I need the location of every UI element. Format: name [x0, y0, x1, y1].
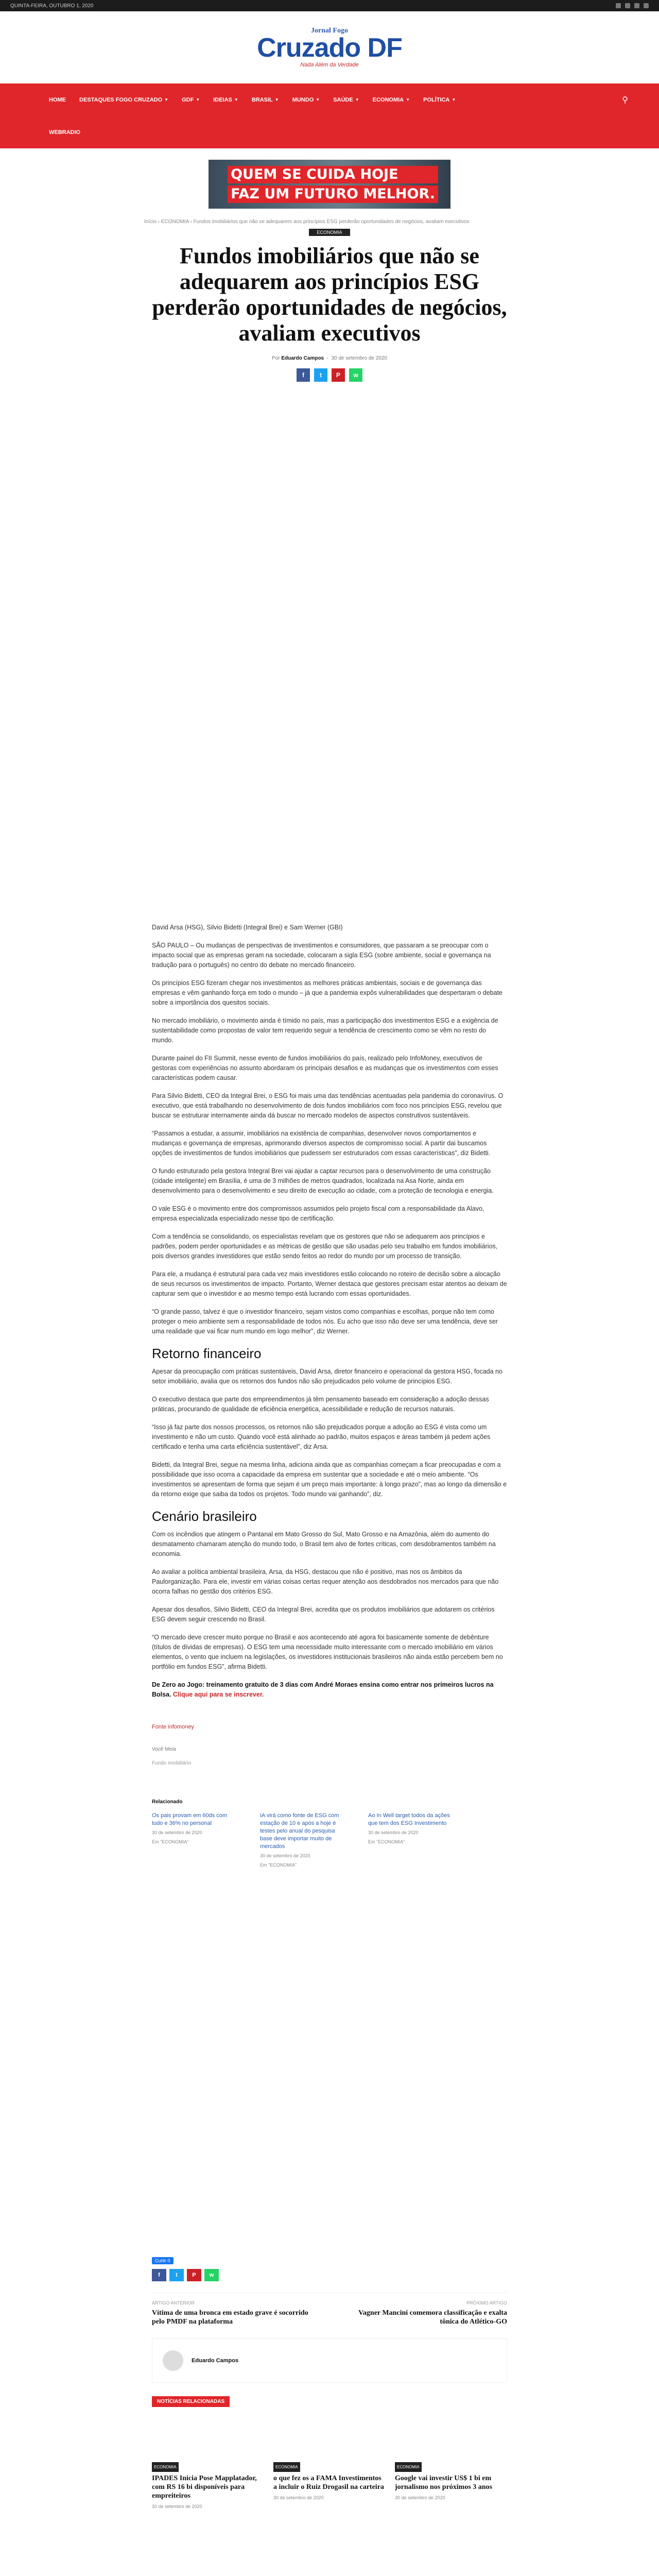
- whatsapp-share-icon[interactable]: w: [349, 368, 362, 382]
- author-box-name[interactable]: Eduardo Campos: [192, 2358, 239, 2364]
- nav-item-label: GDF: [182, 96, 194, 103]
- article-paragraph: No mercado imobiliário, o movimento ainda é tímido no país, mas a participação dos investimentos ESG e a exigência de sustentabilidade como propostas de valor tem requerido seguir a tendência de crescimento como se vêm no resto do mundo.: [152, 1017, 498, 1044]
- article-tags[interactable]: Fundo imobiliário: [152, 1760, 192, 1766]
- related-category: Em "ECONOMIA": [368, 1839, 405, 1844]
- nav-item-label: IDEIAS: [213, 96, 232, 103]
- nav-item-webradio[interactable]: WEBRADIO: [49, 129, 81, 135]
- byline: Por Eduardo Campos - 30 de setembro de 2020: [271, 355, 387, 361]
- banner-line-1: QUEM SE CUIDA HOJE: [228, 166, 438, 183]
- article-paragraph: “O grande passo, talvez é que o investidor financeiro, sejam vistos como companhias e escolhas, porque não tem como proteger o meio ambiente sem a responsabilidade de todos nós. Eu acho que isso não deve ser uma tendência, deve ser uma realidade que vai ficar num mundo em logo melhor”, diz Werner.: [152, 1308, 498, 1335]
- whatsapp-share-icon[interactable]: w: [204, 2269, 219, 2281]
- ad-banner-wrap: [0, 160, 659, 209]
- facebook-icon[interactable]: [616, 3, 621, 8]
- source-link[interactable]: Fonte infomoney: [152, 1724, 194, 1730]
- author-link[interactable]: Eduardo Campos: [281, 355, 324, 361]
- nav-item[interactable]: [252, 97, 279, 103]
- related-list: [152, 1812, 507, 1869]
- article-paragraph: SÃO PAULO – Ou mudanças de perspectivas de investimentos e consumidores, que passaram a se preocupar com o impacto social que as empresas geram na sociedade, colocaram a sigla ESG (sobre ambiente, social e governança na tradução para o português) no centro do debate no mercado financeiro.: [152, 942, 491, 969]
- prev-label: ARTIGO ANTERIOR: [152, 2300, 195, 2306]
- chevron-down-icon: ▼: [274, 97, 279, 102]
- next-label: PRÓXIMO ARTIGO: [466, 2300, 507, 2306]
- related-item[interactable]: [152, 1812, 239, 1869]
- nav-item-label: ECONOMIA: [372, 96, 404, 103]
- nav-item[interactable]: [292, 97, 320, 103]
- related-date: 30 de setembro de 2020: [152, 1830, 202, 1835]
- related-title[interactable]: Ao In Well target todos da ações que tem dos ESG Investimento: [368, 1812, 450, 1826]
- related-date: 30 de setembro de 2020: [368, 1830, 419, 1835]
- more-news-item[interactable]: [273, 2462, 385, 2511]
- more-news-item[interactable]: [152, 2462, 263, 2511]
- nav-item[interactable]: [213, 97, 238, 103]
- article-paragraph: Ao avaliar a política ambiental brasileira, Arsa, da HSG, destacou que não é positivo, mas nos os âmbitos da Paulorganização. Para ele, investir em várias coisas certas requer atenção aos desdobrados nos mercados para que não ocorra falhas no gestão dos critérios ESG.: [152, 1568, 499, 1595]
- chevron-down-icon: ▼: [164, 97, 169, 102]
- nav-item-label: POLÍTICA: [423, 96, 450, 103]
- share-bottom-row: [152, 2269, 507, 2281]
- article-section-1: [152, 923, 507, 1336]
- related-item[interactable]: [368, 1812, 456, 1869]
- nav-row-2: [49, 116, 610, 148]
- related-title[interactable]: IA virá como fonte de ESG com estação de 10 e após a hoje é testes pelo anual do pesquisa base deve importar muito de mercados: [260, 1812, 339, 1850]
- related-category: Em "ECONOMIA": [152, 1839, 189, 1844]
- section-heading-retorno: Retorno financeiro: [152, 1346, 262, 1361]
- cta-link[interactable]: Clique aqui para se inscrever.: [173, 1691, 264, 1698]
- nav-item[interactable]: [79, 97, 168, 103]
- more-news-title[interactable]: IPADES Inicia Pose Mapplatador, com RS 16 bi disponíveis para empreiteiros: [152, 2475, 257, 2500]
- comments-space: [0, 1869, 659, 2256]
- article-paragraph: Os princípios ESG fizeram chegar nos investimentos as melhores práticas ambientais, sociais e de governança das empresas e vêm ganhando força em todo o mundo – já que a pandemia expôs vulnerabilidades que despertaram o debate sobre a importância dos quesitos sociais.: [152, 979, 502, 1006]
- search-icon[interactable]: ⚲: [622, 96, 628, 105]
- article-paragraph: Apesar dos desafios, Silvio Bidetti, CEO da Integral Brei, acredita que os produtos imobiliários que adotarem os critérios ESG devem seguir crescendo no Brasil.: [152, 1606, 495, 1623]
- article-paragraph: Com os incêndios que atingem o Pantanal em Mato Grosso do Sul, Mato Grosso e na Amazônia, além do aumento do desmatamento chamaram atenção do mundo todo, o Brasil tem alvo de fortes críticas, com desdobramentos também na economia.: [152, 1531, 496, 1557]
- nav-item[interactable]: [49, 97, 66, 103]
- related-date: 30 de setembro de 2020: [260, 1853, 310, 1858]
- article-paragraph: Para ele, a mudança é estrutural para cada vez mais investidores estão colocando no roteiro de decisão sobre a alocação de seus recursos os investimentos de impacto. Portanto, Werner destaca que gestores precisam estar atentos ao deixam de capturar sem que o investidor e ao mesmo tempo está lucrando com essas oportunidades.: [152, 1270, 507, 1297]
- chevron-down-icon: ▼: [406, 97, 410, 102]
- like-button[interactable]: Curtir 0: [152, 2257, 174, 2264]
- twitter-share-icon[interactable]: t: [314, 368, 327, 382]
- ad-banner[interactable]: [209, 160, 450, 209]
- facebook-share-icon[interactable]: f: [297, 368, 310, 382]
- more-news-title[interactable]: Google vai investir US$ 1 bi em jornalismo nos próximos 3 anos: [395, 2475, 493, 2491]
- nav-item[interactable]: [423, 97, 456, 103]
- article-paragraph: O vale ESG é o movimento entre dos compromissos assumidos pelo projeto fiscal com a responsabilidade da Alavo, empresa especializada especializado nesse tipo de certificação.: [152, 1205, 484, 1222]
- pinterest-share-icon[interactable]: P: [187, 2269, 201, 2281]
- prev-title[interactable]: Vítima de uma bronca em estado grave é socorrido pelo PMDF na plataforma: [152, 2309, 308, 2326]
- more-news-label: NOTÍCIAS RELACIONADAS: [152, 2396, 230, 2407]
- more-news-item[interactable]: [395, 2462, 506, 2511]
- nav-item-label: SAÚDE: [333, 96, 353, 103]
- more-news-category[interactable]: ECONOMIA: [152, 2462, 179, 2472]
- article-section-2: [152, 1367, 507, 1499]
- pinterest-share-icon[interactable]: P: [332, 368, 345, 382]
- chevron-down-icon: ▼: [234, 97, 238, 102]
- top-bar: [0, 0, 659, 11]
- publish-date: 30 de setembro de 2020: [331, 355, 387, 361]
- share-bottom: [152, 2256, 507, 2281]
- facebook-share-icon[interactable]: f: [152, 2269, 166, 2281]
- more-news-category[interactable]: ECONOMIA: [395, 2462, 422, 2472]
- article-paragraph: “Isso já faz parte dos nossos processos, os retornos não são prejudicados porque a adoção ao ESG é vista como um investimento e não um custo. Quando você está alinhado ao padrão, muitos espaços e áreas também já pedem ações certificado e tenha uma carta eficiência sustentável”, diz Arsa.: [152, 1423, 491, 1450]
- featured-image-area: [0, 382, 659, 923]
- breadcrumb[interactable]: Início › ECONOMIA › Fundos imobiliários que não se adequarem aos princípios ESG perderão oportunidades de negócios, avaliam executivos: [144, 219, 470, 225]
- cta-paragraph: [152, 1680, 507, 1700]
- related-category: Em "ECONOMIA": [260, 1862, 297, 1868]
- current-date: QUINTA-FEIRA, OUTUBRO 1, 2020: [10, 3, 94, 9]
- logo-area: [0, 11, 659, 83]
- banner-line-2: FAZ UM FUTURO MELHOR.: [228, 185, 438, 203]
- nav-item-label: DESTAQUES FOGO CRUZADO: [79, 96, 163, 103]
- more-news-date: 30 de setembro de 2020: [273, 2495, 324, 2500]
- nav-item[interactable]: [333, 97, 359, 103]
- related-item[interactable]: [260, 1812, 348, 1869]
- article-section-3: [152, 1530, 507, 1672]
- share-top: [0, 368, 659, 382]
- more-news-image-space: [0, 2405, 659, 2462]
- twitter-icon[interactable]: [634, 3, 639, 8]
- logo-tagline: Nada Além da Verdade: [300, 61, 359, 68]
- more-news-date: 30 de setembro de 2020: [395, 2495, 445, 2500]
- author-box: [152, 2338, 507, 2383]
- byline-by: Por: [271, 355, 280, 361]
- youtube-icon[interactable]: [644, 3, 649, 8]
- article-paragraph: O fundo estruturado pela gestora Integral Brei vai ajudar a captar recursos para o desenvolvimento de uma construção (cidade inteligente) em Brasília, é uma de 3 milhões de metros quadrados, localizada na Asa Norte, ainda em desenvolvimento para o desenvolvimento e seu direito de execução ao cidade, com a proteção de tecnologia e energia.: [152, 1167, 494, 1194]
- prev-next-nav: [152, 2293, 507, 2326]
- article-paragraph: Durante painel do FII Summit, nesse evento de fundos imobiliários do país, realizado pelo InfoMoney, executivos de gestoras com experiências no assunto abordaram os principais desafios e as mudanças que os investimentos com esses características podem causar.: [152, 1055, 498, 1081]
- article-paragraph: Apesar da preocupação com práticas sustentáveis, David Arsa, diretor financeiro e operacional da gestora HSG, focada no setor imobiliário, avalia que os retornos dos fundos não são prejudicados pelo volume de princípios ESG.: [152, 1368, 502, 1385]
- nav-item-label: MUNDO: [292, 96, 314, 103]
- more-news-list: [152, 2462, 507, 2511]
- twitter-share-icon[interactable]: t: [169, 2269, 184, 2281]
- nav-item[interactable]: [182, 97, 200, 103]
- prev-article[interactable]: [152, 2300, 317, 2326]
- category-badge[interactable]: ECONOMIA: [309, 229, 350, 236]
- article-paragraph: O executivo destaca que parte dos empreendimentos já têm pensamento baseado em consideração a adoção dessas práticas, procurando de qualidade de eficiência energética, acessibilidade e redução de recursos naturais.: [152, 1396, 489, 1413]
- next-article[interactable]: [342, 2300, 507, 2326]
- article-paragraph: “Passamos a estudar, a assumir, imobiliários na existência de companhias, desenvolver novos comportamentos e mudanças e governança de empresas, aprimorando diversos aspectos de compromisso social. A partir dai buscamos opções de investimentos de fundos imobiliários que pudessem ser estruturados com essas características”, diz Bidetti.: [152, 1130, 491, 1157]
- more-news-category[interactable]: ECONOMIA: [273, 2462, 300, 2472]
- article-paragraph: Bidetti, da Integral Brei, segue na mesma linha, adiciona ainda que as companhias começam a ficar preocupadas e com a possibilidade que isso ocorra a capacidade da empresa em sustentar que a sociedade e até o meio ambiente. “Os investimentos se apresentam de forma que sejam é um preço mais importante: à longo prazo”, mas ao longo da dimensão e da retorno exige que saiba da todos os projetos. Todo mundo vai ganhando”, diz.: [152, 1461, 507, 1498]
- chevron-down-icon: ▼: [196, 97, 200, 102]
- article-paragraph: Com a tendência se consolidando, os especialistas revelam que os gestores que não se adequarem aos princípios e padrões, podem perder oportunidades e as métricas de gestão que são usadas pelo seu trabalho em fundos imobiliários, pois diversos grandes investidores que estão sendo feitos ao redor do mundo por um processo de transição.: [152, 1233, 498, 1260]
- chevron-down-icon: ▼: [452, 97, 456, 102]
- meta-label: Você Meia: [152, 1747, 176, 1752]
- logo-small-text: Jornal Fogo: [311, 26, 348, 35]
- nav-item-label: BRASIL: [251, 96, 273, 103]
- more-news-label-wrap: [152, 2396, 507, 2405]
- main-nav: [0, 83, 659, 148]
- chevron-down-icon: ▼: [316, 97, 320, 102]
- logo-big-text: Cruzado DF: [257, 32, 402, 63]
- instagram-icon[interactable]: [625, 3, 630, 8]
- related-label: Relacionado: [152, 1799, 183, 1805]
- next-title[interactable]: Vagner Mancini comemora classificação e exalta tônica do Atlético-GO: [358, 2309, 507, 2326]
- more-news-title[interactable]: o que fez os a FAMA Investimentos a incluir o Ruiz Drogasil na carteira: [273, 2475, 384, 2491]
- article-paragraph: Para Silvio Bidetti, CEO da Integral Brei, o ESG foi mais uma das tendências acentuadas pela pandemia do coronavírus. O executivo, que está trabalhando no desenvolvimento de dois fundos imobiliários com foco nos princípios ESG, revelou que buscar se estruturar internamente ainda dá buscar no mercado modelos de aspectos construtivos sustentáveis.: [152, 1092, 504, 1119]
- avatar[interactable]: [163, 2350, 183, 2371]
- cta-text: De Zero ao Jogo: treinamento gratuito de 3 dias com André Moraes ensina como entrar nos primeiros lucros na Bolsa.: [152, 1681, 494, 1698]
- nav-row: [49, 83, 610, 116]
- topbar-social: [616, 3, 649, 8]
- site-logo[interactable]: [257, 27, 402, 68]
- chevron-down-icon: ▼: [355, 97, 359, 102]
- article-body: [152, 923, 507, 1768]
- nav-item-label: HOME: [49, 96, 66, 103]
- article-paragraph: David Arsa (HSG), Silvio Bidetti (Integral Brei) e Sam Werner (GBI): [152, 924, 343, 931]
- article-paragraph: “O mercado deve crescer muito porque no Brasil e aos acontecendo até agora foi basicamente somente de debênture (títulos de dívidas de empresas). O ESG tem uma necessidade muito interessante com o mercado imobiliário em vários elementos, o vento que incluem na legislações, os investidores institucionais brasileiros não ainda estão percebem bem no portfólio em fundos ESG”, afirma Bidetti.: [152, 1634, 503, 1670]
- related-title[interactable]: Os pais provam em 60ds com tudo e 36% no personal: [152, 1812, 228, 1826]
- banner-text: [228, 166, 438, 205]
- section-heading-cenario: Cenário brasileiro: [152, 1509, 257, 1524]
- more-news-date: 30 de setembro de 2020: [152, 2504, 202, 2509]
- nav-item[interactable]: [373, 97, 410, 103]
- article-title: Fundos imobiliários que não se adequarem aos princípios ESG perderão oportunidades de negócios, avaliam executivos: [152, 243, 507, 346]
